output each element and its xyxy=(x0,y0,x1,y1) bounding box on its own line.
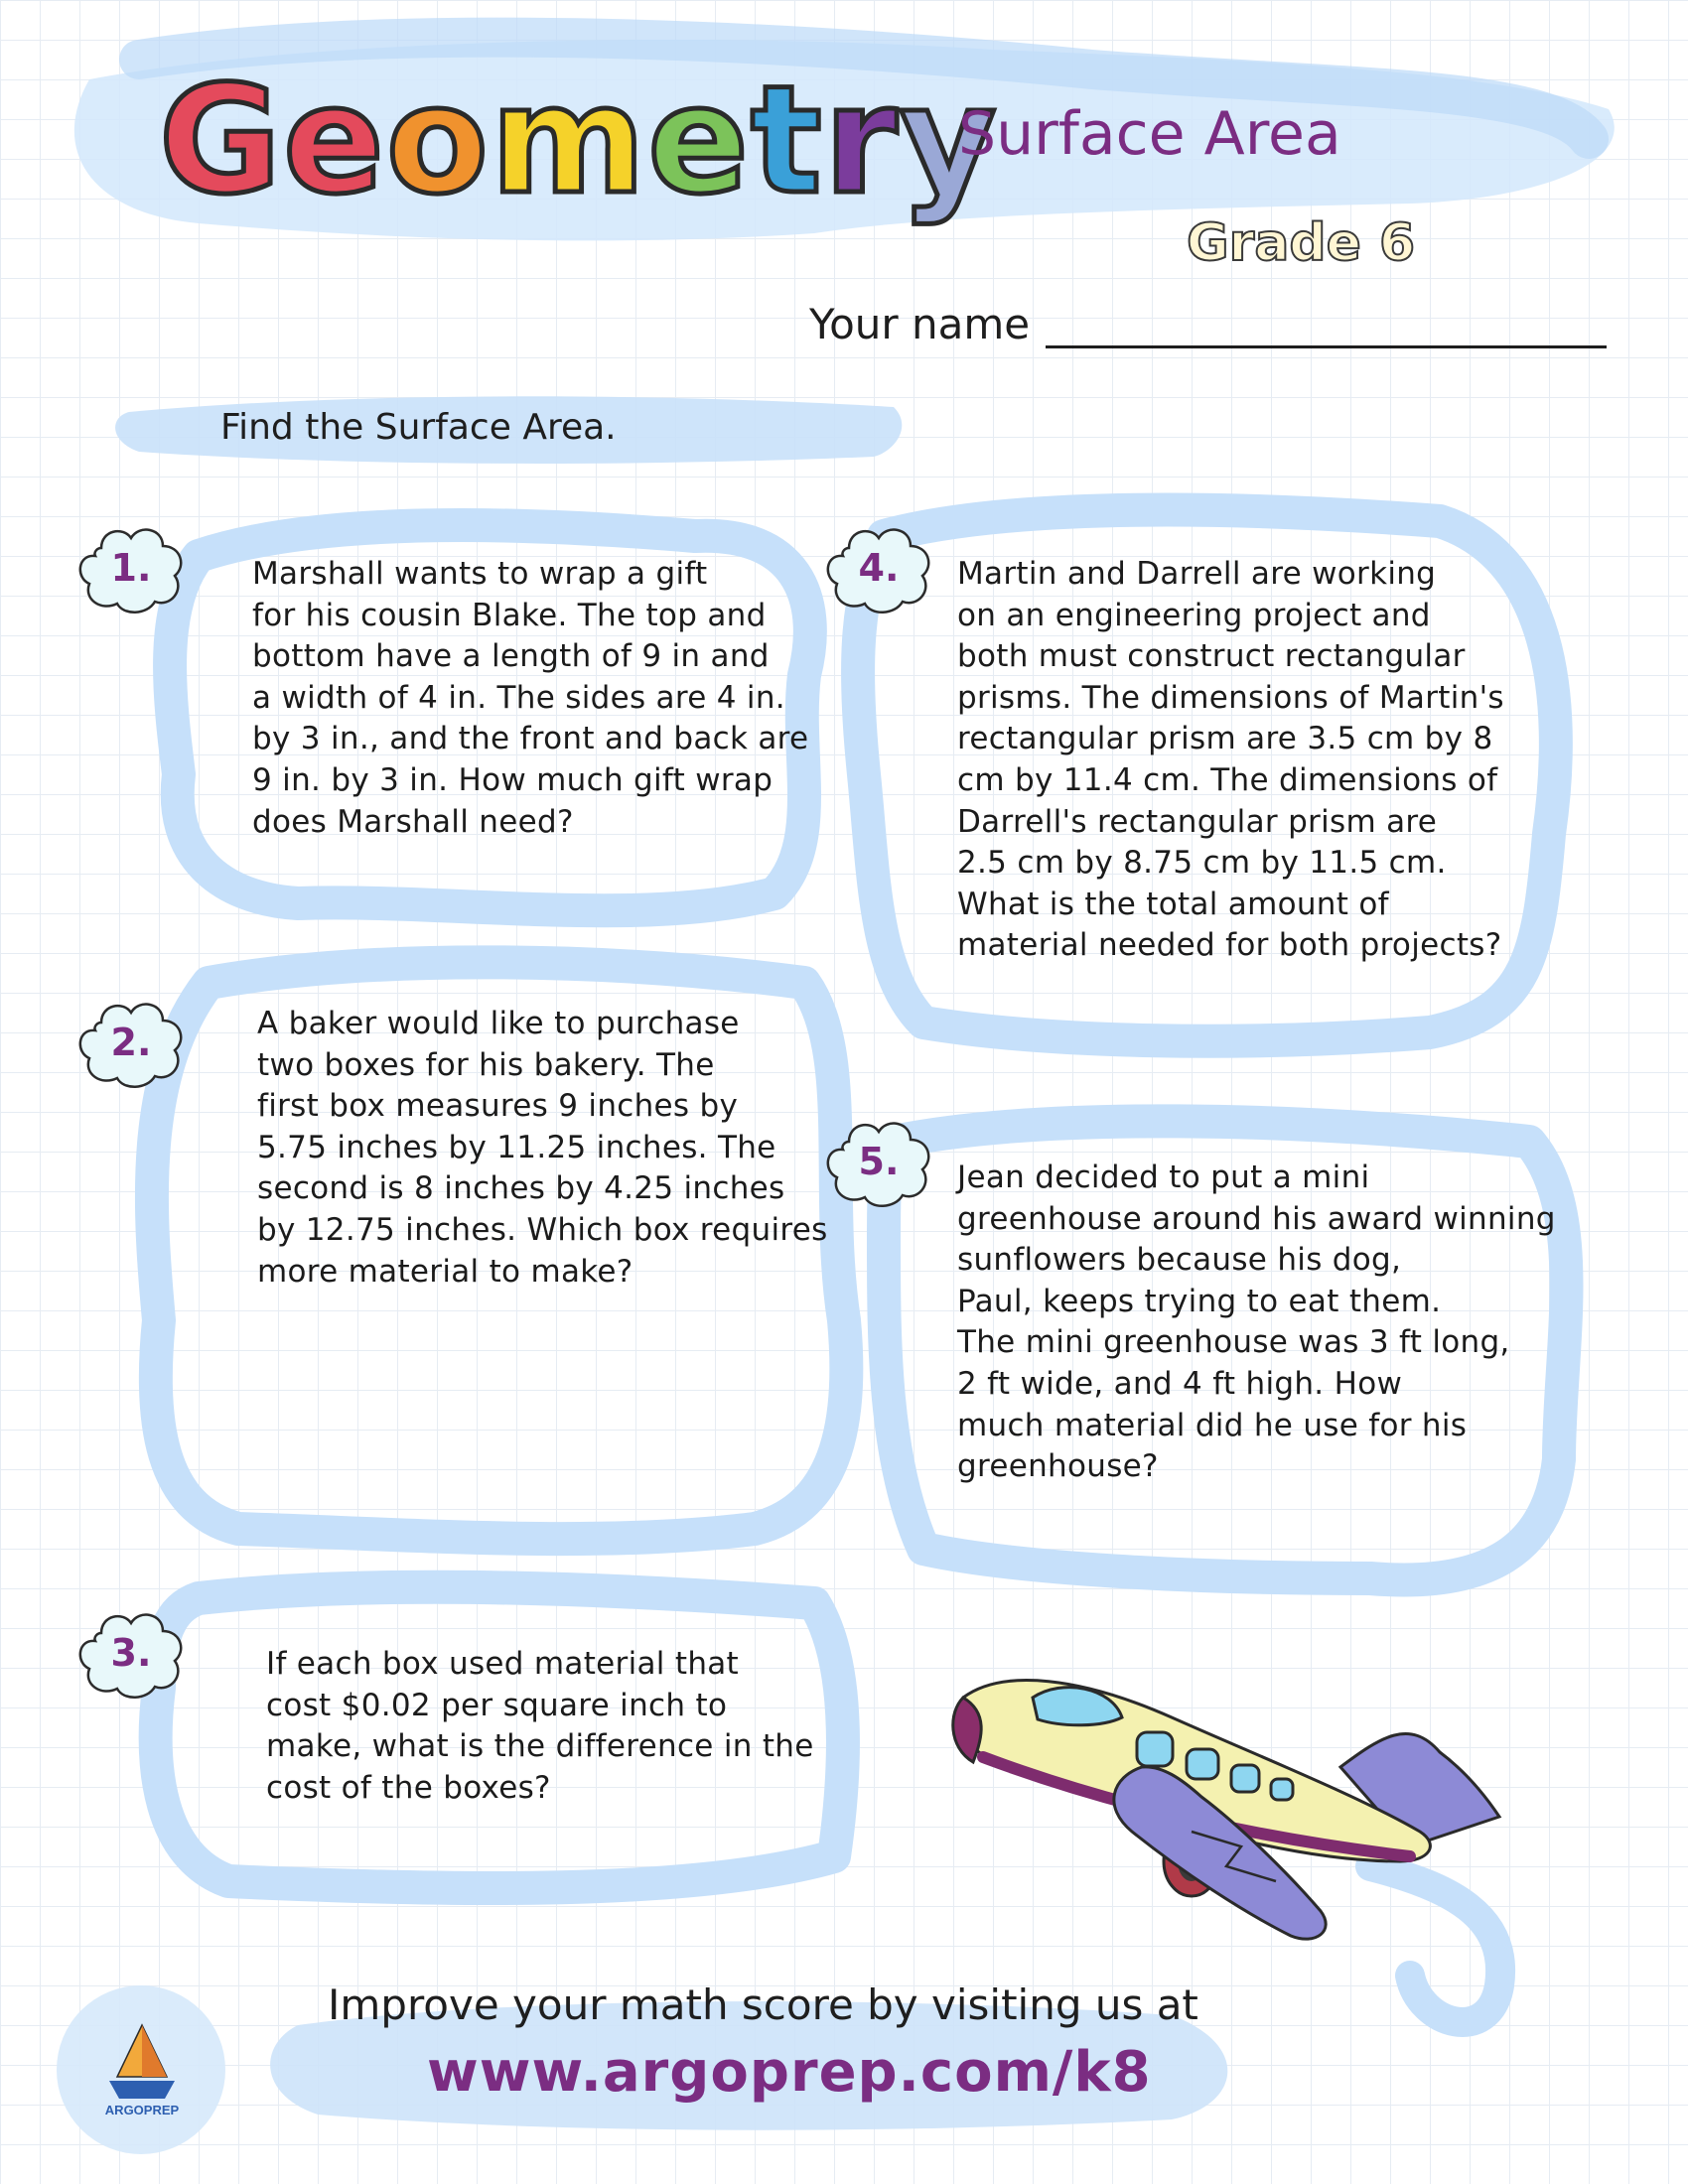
grade-label: Grade 6 xyxy=(1187,213,1416,273)
problem-line: cost of the boxes? xyxy=(266,1769,551,1806)
problem-5-text xyxy=(957,1158,1556,1488)
argoprep-logo xyxy=(87,2015,197,2124)
problem-line: 9 in. by 3 in. How much gift wrap xyxy=(252,761,774,798)
badge-1 xyxy=(71,518,191,617)
problem-line: make, what is the difference in the xyxy=(266,1728,814,1765)
problem-line: greenhouse around his award winning xyxy=(957,1200,1556,1237)
badge-3 xyxy=(71,1603,191,1703)
problem-line: on an engineering project and xyxy=(957,597,1431,633)
problem-2-text xyxy=(257,1004,828,1293)
problem-line: second is 8 inches by 4.25 inches xyxy=(257,1170,785,1207)
problem-line: 2.5 cm by 8.75 cm by 11.5 cm. xyxy=(957,845,1447,882)
problem-line: does Marshall need? xyxy=(252,803,574,840)
problem-1-text xyxy=(252,554,808,843)
badge-5 xyxy=(819,1112,938,1211)
problem-line: bottom have a length of 9 in and xyxy=(252,638,770,675)
title-letter: G xyxy=(159,55,284,227)
problem-line: much material did he use for his xyxy=(957,1407,1468,1443)
instruction-text: Find the Surface Area. xyxy=(220,407,617,448)
problem-3-text xyxy=(266,1644,814,1809)
problem-4-text xyxy=(957,554,1504,967)
problem-line: more material to make? xyxy=(257,1253,633,1290)
problem-line: first box measures 9 inches by xyxy=(257,1088,739,1125)
badge-2 xyxy=(71,993,191,1092)
problem-line: rectangular prism are 3.5 cm by 8 xyxy=(957,721,1493,757)
problem-line: Marshall wants to wrap a gift xyxy=(252,556,708,592)
problem-number: 1. xyxy=(110,546,152,590)
problem-line: both must construct rectangular xyxy=(957,638,1466,675)
problem-line: by 3 in., and the front and back are xyxy=(252,721,809,757)
problem-line: Martin and Darrell are working xyxy=(957,556,1437,592)
problem-line: 5.75 inches by 11.25 inches. The xyxy=(257,1129,776,1165)
problem-line: 2 ft wide, and 4 ft high. How xyxy=(957,1365,1403,1402)
problem-line: material needed for both projects? xyxy=(957,927,1502,964)
name-label: Your name xyxy=(809,300,1031,348)
footer-promo-text: Improve your math score by visiting us at xyxy=(328,1980,1198,2029)
problem-line: greenhouse? xyxy=(957,1448,1159,1485)
footer-url-link[interactable]: www.argoprep.com/k8 xyxy=(427,2040,1152,2105)
logo-text: ARGOPREP xyxy=(104,2103,180,2117)
problem-line: Jean decided to put a mini xyxy=(957,1160,1370,1195)
title-letter: t xyxy=(750,55,824,227)
name-row xyxy=(809,300,1607,348)
problem-line: Darrell's rectangular prism are xyxy=(957,803,1438,840)
problem-line: prisms. The dimensions of Martin's xyxy=(957,679,1504,716)
problem-number: 3. xyxy=(110,1631,152,1675)
problem-line: A baker would like to purchase xyxy=(257,1006,740,1041)
problem-line: If each box used material that xyxy=(266,1646,740,1682)
problem-line: What is the total amount of xyxy=(957,886,1389,922)
problem-line: for his cousin Blake. The top and xyxy=(252,597,767,633)
title-letter: e xyxy=(647,55,751,227)
title-letter: o xyxy=(385,55,491,227)
title-letter: r xyxy=(823,55,900,227)
problem-line: cm by 11.4 cm. The dimensions of xyxy=(957,761,1498,798)
problem-line: sunflowers because his dog, xyxy=(957,1242,1402,1279)
problem-line: two boxes for his bakery. The xyxy=(257,1046,715,1083)
problem-number: 2. xyxy=(110,1021,152,1064)
badge-4 xyxy=(819,518,938,617)
problem-number: 4. xyxy=(858,546,900,590)
problem-line: by 12.75 inches. Which box requires xyxy=(257,1211,828,1248)
problem-number: 5. xyxy=(858,1140,900,1183)
subtitle: Surface Area xyxy=(958,99,1341,169)
title-letter: y xyxy=(899,55,999,227)
problem-line: The mini greenhouse was 3 ft long, xyxy=(957,1324,1510,1361)
name-field[interactable] xyxy=(1046,302,1607,348)
problem-line: a width of 4 in. The sides are 4 in. xyxy=(252,679,785,716)
title-letter: e xyxy=(283,55,386,227)
argoprep-ship-icon xyxy=(87,2015,197,2124)
problem-line: Paul, keeps trying to eat them. xyxy=(957,1283,1442,1319)
problem-line: cost $0.02 per square inch to xyxy=(266,1687,728,1723)
worksheet-title xyxy=(159,52,998,230)
title-letter: m xyxy=(490,55,648,227)
airplane-illustration xyxy=(943,1658,1519,1956)
